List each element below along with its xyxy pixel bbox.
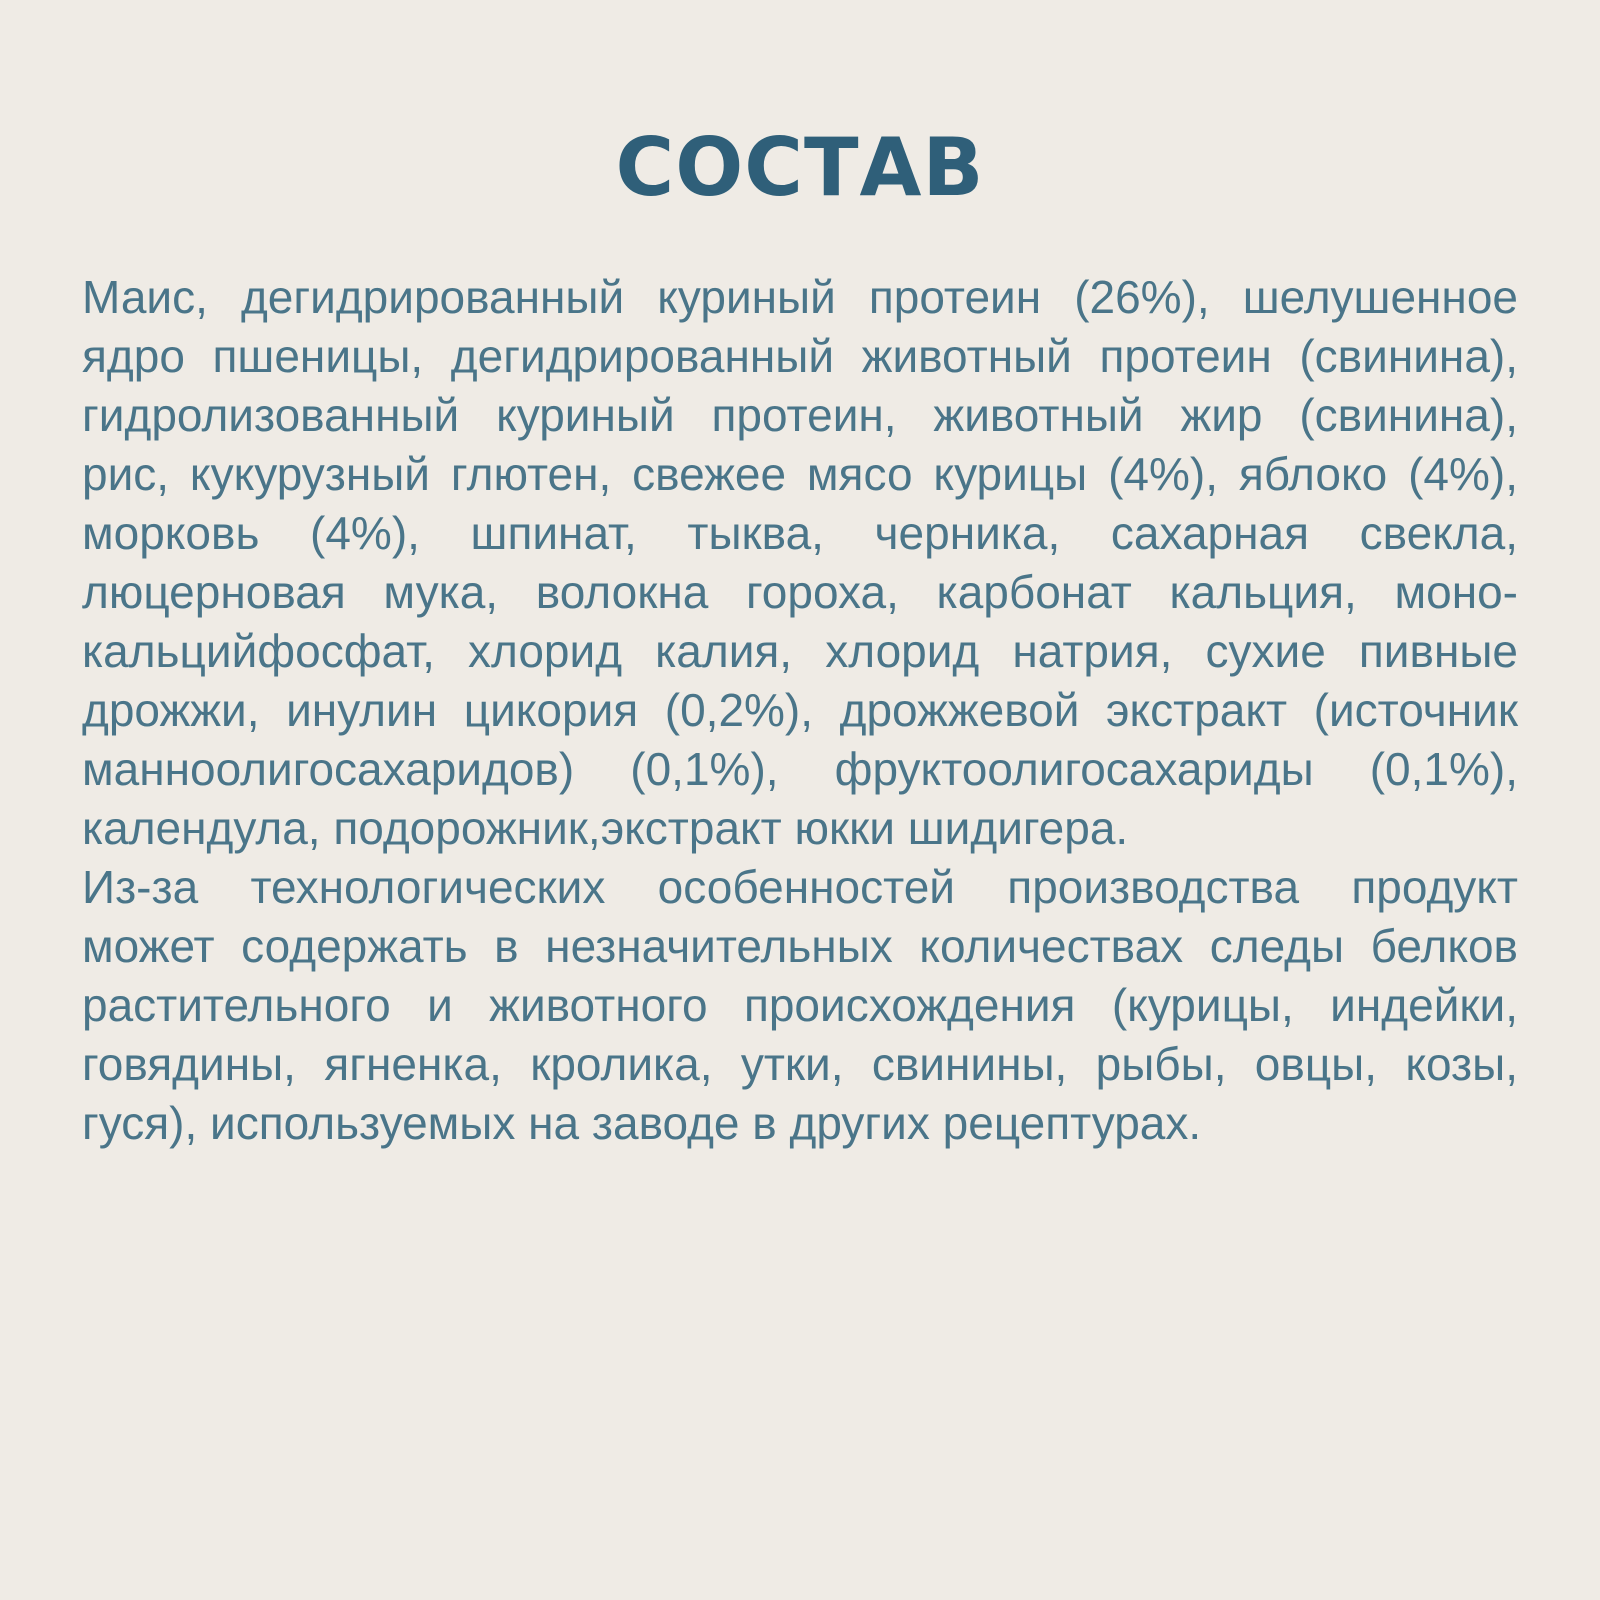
note-line: Из-за технологических особенностей производства продукт	[82, 861, 1518, 913]
composition-line: люцерновая мука, волокна гороха, карбонат кальция, моно-	[82, 566, 1518, 618]
composition-line: дрожжи, инулин цикория (0,2%), дрожжевой экстракт (источник	[82, 684, 1518, 736]
note-line: растительного и животного происхождения (курицы, индейки,	[82, 979, 1518, 1031]
composition-line: гидролизованный куриный протеин, животный жир (свинина),	[82, 389, 1518, 441]
composition-line: календула, подорожник,экстракт юкки шидигера.	[82, 802, 1129, 854]
composition-line: маннoолигосахаридов) (0,1%), фруктоолигосахариды (0,1%),	[82, 743, 1518, 795]
composition-line: морковь (4%), шпинат, тыква, черника, сахарная свекла,	[82, 507, 1518, 559]
composition-line: кальцийфосфат, хлорид калия, хлорид натрия, сухие пивные	[82, 625, 1518, 677]
page-title: СОСТАВ	[615, 121, 985, 214]
composition-text	[82, 268, 1522, 1153]
composition-line: рис, кукурузный глютен, свежее мясо курицы (4%), яблоко (4%),	[82, 448, 1518, 500]
composition-line: ядро пшеницы, дегидрированный животный протеин (свинина),	[82, 330, 1518, 382]
note-line: гуся), используемых на заводе в других рецептурах.	[82, 1097, 1202, 1149]
note-line: говядины, ягненка, кролика, утки, свинины, рыбы, овцы, козы,	[82, 1038, 1518, 1090]
note-line: может содержать в незначительных количествах следы белков	[82, 920, 1518, 972]
composition-line: Маис, дегидрированный куриный протеин (26%), шелушенное	[82, 271, 1518, 323]
